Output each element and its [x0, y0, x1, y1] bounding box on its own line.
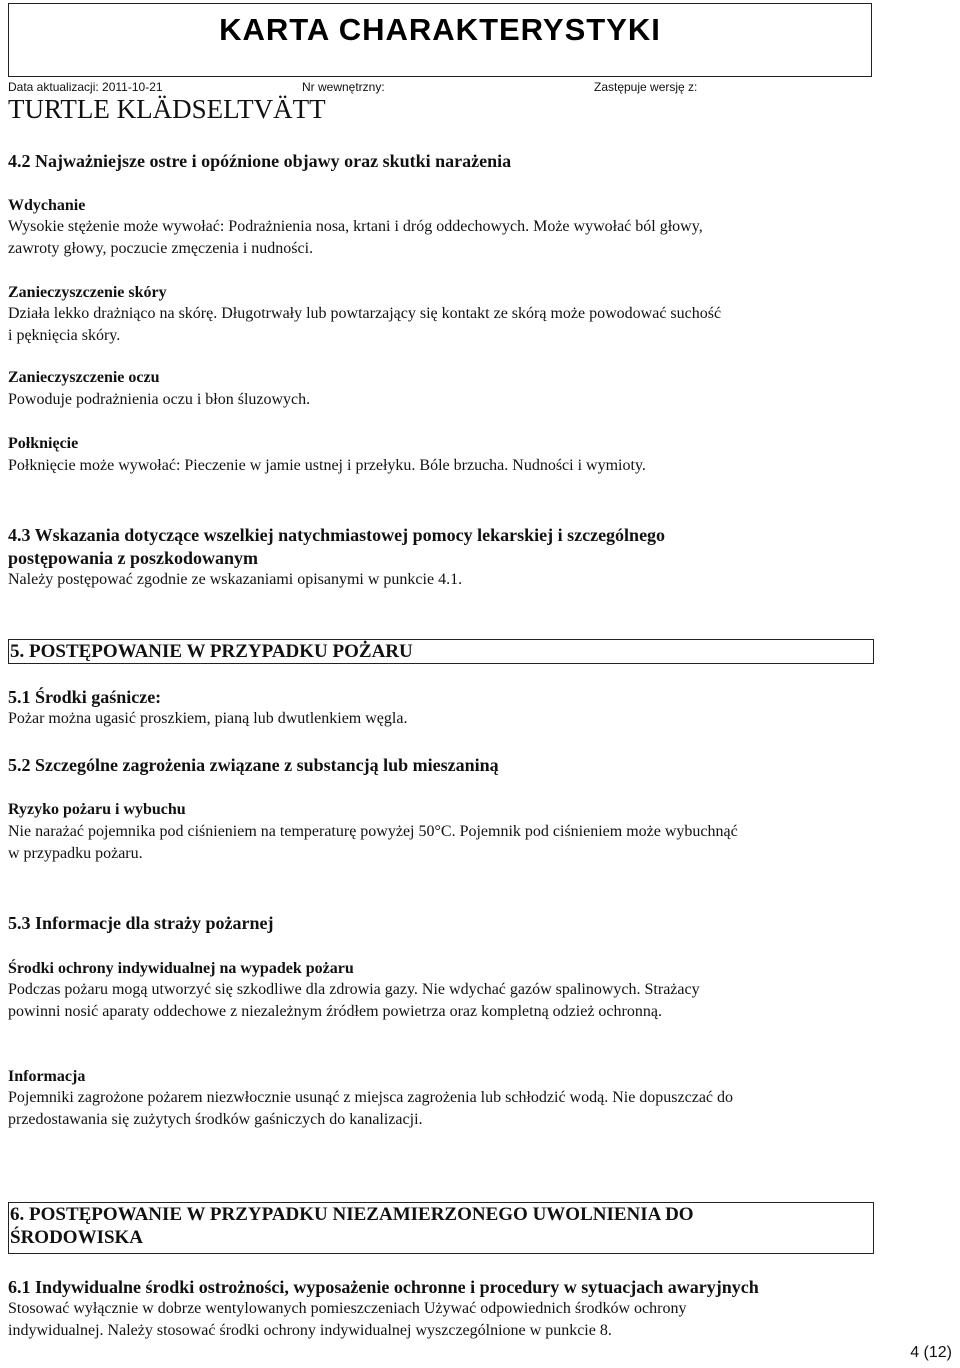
ppe-text-line2: powinni nosić aparaty oddechowe z niezależnym źródłem powietrza oraz kompletną odzież ochronną. [8, 1003, 662, 1020]
fire-risk-title: Ryzyko pożaru i wybuchu [8, 801, 186, 818]
fire-risk-text-line2: w przypadku pożaru. [8, 845, 143, 862]
inhalation-text-line1: Wysokie stężenie może wywołać: Podrażnienia nosa, krtani i dróg oddechowych. Może wywołać ból głowy, [8, 218, 703, 235]
inhalation-title: Wdychanie [8, 197, 86, 214]
section-4-3-heading-line1: 4.3 Wskazania dotyczące wszelkiej natychmiastowej pomocy lekarskiej i szczególnego [8, 525, 666, 545]
ppe-title: Środki ochrony indywidualnej na wypadek pożaru [8, 960, 354, 977]
section-5-3-heading: 5.3 Informacje dla straży pożarnej [8, 913, 274, 933]
info-title: Informacja [8, 1068, 86, 1085]
ingestion-title: Połknięcie [8, 435, 79, 452]
eye-text-line1: Powoduje podrażnienia oczu i błon śluzowych. [8, 391, 311, 408]
fire-risk-text-line1: Nie narażać pojemnika pod ciśnieniem na temperaturę powyżej 50°C. Pojemnik pod ciśnieniem może wybuchnąć [8, 823, 738, 840]
section-6-title-line1: 6. POSTĘPOWANIE W PRZYPADKU NIEZAMIERZONEGO UWOLNIENIA DO [10, 1204, 694, 1225]
ingestion-text-line1: Połknięcie może wywołać: Pieczenie w jamie ustnej i przełyku. Bóle brzucha. Nudności i wymioty. [8, 457, 646, 474]
product-name: TURTLE KLÄDSELTVÄTT [8, 94, 326, 124]
section-4-2-heading: 4.2 Najważniejsze ostre i opóźnione objawy oraz skutki narażenia [8, 151, 512, 171]
section-5-1-heading: 5.1 Środki gaśnicze: [8, 687, 162, 707]
section-6-1-text-line2: indywidualnej. Należy stosować środki ochrony indywidualnej wyszczególnione w punkcie 8. [8, 1322, 612, 1339]
revision-date: Data aktualizacji: 2011-10-21 [8, 80, 163, 94]
section-6-1-heading: 6.1 Indywidualne środki ostrożności, wyposażenie ochronne i procedury w sytuacjach awaryjnych [8, 1277, 759, 1297]
section-6-title-line2: ŚRODOWISKA [10, 1227, 144, 1248]
info-text-line1: Pojemniki zagrożone pożarem niezwłocznie usunąć z miejsca zagrożenia lub schłodzić wodą. Nie dopuszczać do [8, 1089, 734, 1106]
skin-title: Zanieczyszczenie skóry [8, 284, 167, 301]
section-5-1-text: Pożar można ugasić proszkiem, pianą lub dwutlenkiem węgla. [8, 710, 408, 727]
section-4-3-text: Należy postępować zgodnie ze wskazaniami opisanymi w punkcie 4.1. [8, 571, 463, 588]
internal-number: Nr wewnętrzny: [302, 80, 385, 94]
skin-text-line2: i pęknięcia skóry. [8, 327, 121, 344]
skin-text-line1: Działa lekko drażniąco na skórę. Długotrwały lub powtarzający się kontakt ze skórą może powodować suchość [8, 305, 722, 322]
document-title: KARTA CHARAKTERYSTYKI [219, 12, 661, 47]
section-6-1-text-line1: Stosować wyłącznie w dobrze wentylowanych pomieszczeniach Używać odpowiednich środków ochrony [8, 1300, 687, 1317]
section-5-2-heading: 5.2 Szczególne zagrożenia związane z substancją lub mieszaniną [8, 755, 499, 775]
eye-title: Zanieczyszczenie oczu [8, 369, 160, 386]
ppe-text-line1: Podczas pożaru mogą utworzyć się szkodliwe dla zdrowia gazy. Nie wdychać gazów spalinowych. Strażacy [8, 981, 700, 998]
section-5-title: 5. POSTĘPOWANIE W PRZYPADKU POŻARU [8, 639, 874, 664]
replaces-version: Zastępuje wersję z: [594, 80, 698, 94]
header-box [8, 3, 872, 77]
inhalation-text-line2: zawroty głowy, poczucie zmęczenia i nudności. [8, 240, 314, 257]
section-6-title [8, 1202, 874, 1254]
page-number: 4 (12) [910, 1344, 952, 1361]
info-text-line2: przedostawania się zużytych środków gaśniczych do kanalizacji. [8, 1111, 423, 1128]
section-4-3-heading-line2: postępowania z poszkodowanym [8, 548, 259, 568]
